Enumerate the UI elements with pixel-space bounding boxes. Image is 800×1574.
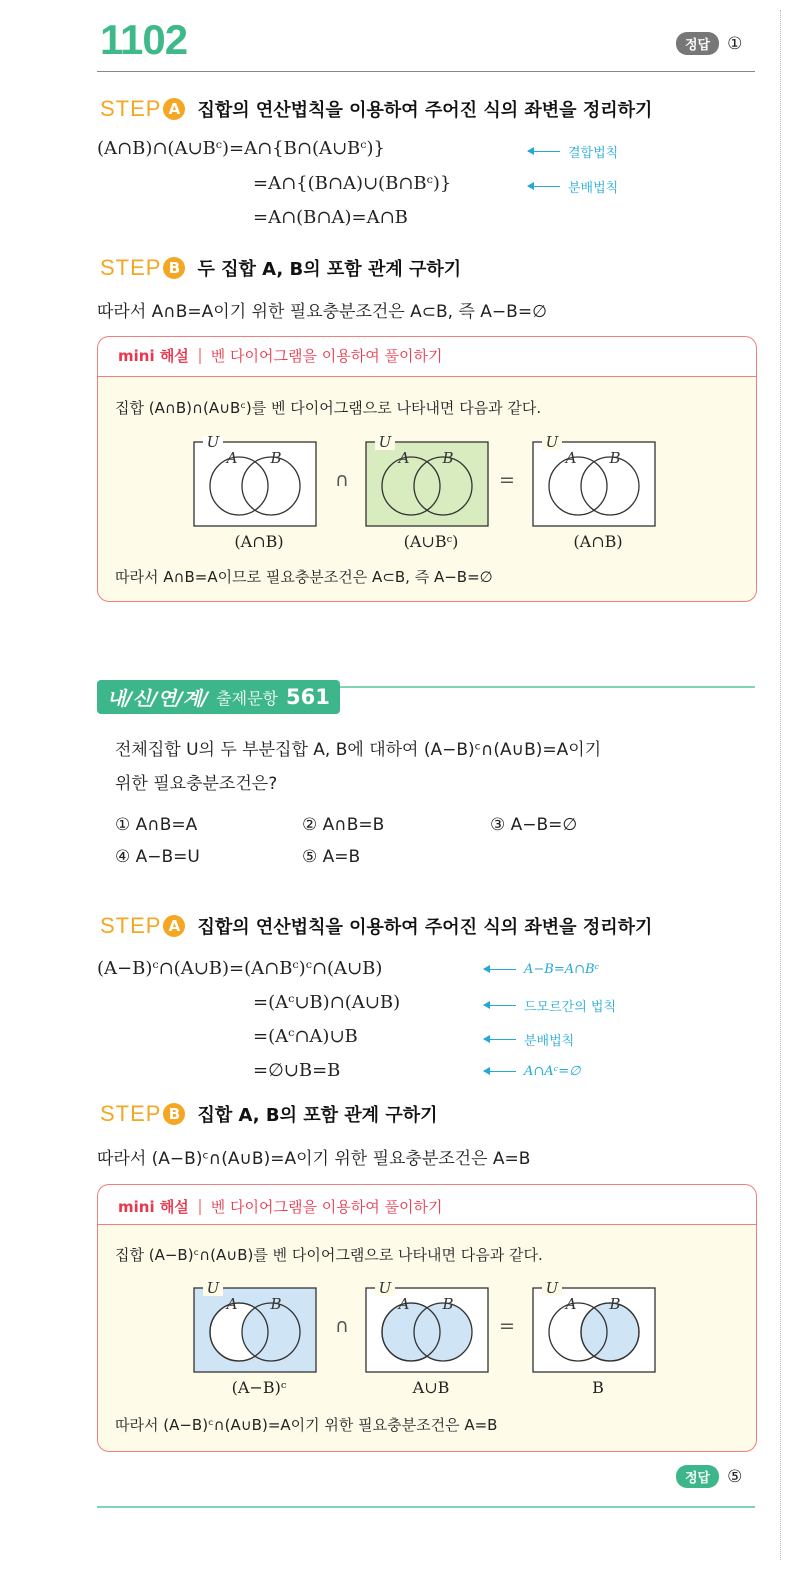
venn-diagram (194, 1279, 316, 1372)
venn-label-u: U (378, 433, 392, 451)
separator (199, 348, 201, 364)
venn-diagram (366, 1279, 488, 1372)
venn-caption: A∪B (412, 1378, 450, 1397)
venn-diagram (533, 433, 655, 526)
venn-diagram (194, 433, 316, 526)
rule-annotation (484, 1030, 574, 1049)
venn-caption: (A∩B) (573, 532, 623, 551)
step-letter-badge: B (163, 257, 185, 279)
mini-intro: 집합 (A−B)ᶜ∩(A∪B)를 벤 다이어그램으로 나타내면 다음과 같다. (115, 1246, 543, 1264)
rule-annotation-text: 분배법칙 (524, 1034, 575, 1049)
step-word: STEP (100, 913, 162, 938)
arrow-left-icon (484, 969, 516, 971)
problem-number: 1102 (100, 16, 188, 63)
venn-label-b: B (442, 1295, 454, 1313)
naesin-tab (97, 680, 340, 714)
answer-badge: 정답 (676, 32, 719, 55)
intersect-operator: ∩ (335, 1315, 349, 1337)
venn-label-b: B (609, 449, 621, 467)
naesin-tab-sublabel: 출제문항 (216, 688, 279, 708)
intersect-operator: ∩ (335, 469, 349, 491)
venn-label-b: B (609, 1295, 621, 1313)
step-word: STEP (100, 96, 162, 121)
step-letter-badge: A (163, 98, 185, 120)
answer-value: ① (727, 33, 743, 54)
rule-annotation-text: A−B=A∩Bᶜ (524, 962, 600, 977)
choice-4: ④ A−B=U (115, 847, 200, 867)
mini-label: mini 해설 (118, 347, 189, 365)
step-a-heading (100, 913, 652, 939)
rule-annotation-text: 드모르간의 법칙 (524, 1000, 617, 1015)
equation-line: =∅∪B=B (253, 1060, 341, 1081)
arrow-left-icon (484, 1071, 516, 1073)
venn-label-u: U (545, 433, 559, 451)
naesin-problem-number: 561 (286, 685, 330, 709)
step-word: STEP (100, 1101, 162, 1126)
step-b-heading (100, 1101, 438, 1127)
venn-label-a: A (565, 1295, 577, 1313)
header-divider (97, 71, 755, 72)
mini-title: 벤 다이어그램을 이용하여 풀이하기 (210, 347, 443, 365)
venn-caption: (A−B)ᶜ (231, 1378, 287, 1397)
equals-operator: = (499, 469, 515, 491)
venn-label-u: U (206, 433, 220, 451)
venn-diagram (366, 433, 488, 526)
question-text: 위한 필요충분조건은? (115, 774, 278, 794)
arrow-left-icon (528, 186, 560, 188)
step-word: STEP (100, 255, 162, 280)
venn-caption: (A∪Bᶜ) (403, 532, 459, 551)
rule-annotation (528, 177, 618, 196)
page-margin-line (780, 10, 781, 1560)
equation-line: (A∩B)∩(A∪Bᶜ)=A∩{B∩(A∪Bᶜ)} (97, 138, 385, 159)
step-letter-badge: A (163, 915, 185, 937)
step-letter-badge: B (163, 1103, 185, 1125)
rule-annotation-text: A∩Aᶜ=∅ (524, 1064, 581, 1079)
mini-title: 벤 다이어그램을 이용하여 풀이하기 (210, 1198, 443, 1216)
mini-header-content (118, 345, 442, 366)
venn-label-b: B (442, 449, 454, 467)
arrow-left-icon (484, 1005, 516, 1007)
rule-annotation (484, 1064, 580, 1079)
venn-diagram (533, 1279, 655, 1372)
venn-caption: (A∩B) (234, 532, 284, 551)
step-conclusion: 따라서 (A−B)ᶜ∩(A∪B)=A이기 위한 필요충분조건은 A=B (97, 1149, 531, 1169)
mini-conclusion: 따라서 A∩B=A이므로 필요충분조건은 A⊂B, 즉 A−B=∅ (115, 568, 493, 586)
venn-label-b: B (270, 1295, 282, 1313)
venn-caption: B (592, 1378, 604, 1397)
step-title: 집합의 연산법칙을 이용하여 주어진 식의 좌변을 정리하기 (197, 100, 653, 121)
step-title: 두 집합 A, B의 포함 관계 구하기 (197, 259, 462, 280)
venn-label-u: U (545, 1279, 559, 1297)
answer-value: ⑤ (727, 1466, 743, 1487)
venn-label-u: U (206, 1279, 220, 1297)
venn-label-a: A (565, 449, 577, 467)
answer-badge: 정답 (676, 1465, 719, 1488)
footer-divider (97, 1506, 755, 1508)
rule-annotation-text: 결합법칙 (568, 146, 619, 161)
choice-5: ⑤ A=B (302, 847, 361, 867)
mini-conclusion: 따라서 (A−B)ᶜ∩(A∪B)=A이기 위한 필요충분조건은 A=B (115, 1416, 498, 1434)
naesin-tab-label: 내/신/연/계/ (107, 687, 209, 710)
arrow-left-icon (484, 1039, 516, 1041)
step-a-heading (100, 96, 652, 122)
equals-operator: = (499, 1315, 515, 1337)
venn-label-u: U (378, 1279, 392, 1297)
mini-label: mini 해설 (118, 1198, 189, 1216)
mini-header-content (118, 1196, 442, 1217)
venn-label-a: A (226, 449, 238, 467)
arrow-left-icon (528, 151, 560, 153)
mini-intro: 집합 (A∩B)∩(A∪Bᶜ)를 벤 다이어그램으로 나타내면 다음과 같다. (115, 399, 542, 417)
rule-annotation (528, 142, 618, 161)
rule-annotation-text: 분배법칙 (568, 181, 619, 196)
rule-annotation (484, 996, 616, 1015)
question-text: 전체집합 U의 두 부분집합 A, B에 대하여 (A−B)ᶜ∩(A∪B)=A이기 (115, 740, 602, 760)
equation-line: (A−B)ᶜ∩(A∪B)=(A∩Bᶜ)ᶜ∩(A∪B) (97, 958, 383, 979)
equation-line: =A∩(B∩A)=A∩B (253, 207, 408, 228)
venn-label-a: A (398, 449, 410, 467)
separator (199, 1199, 201, 1215)
choice-3: ③ A−B=∅ (490, 815, 578, 835)
step-title: 집합의 연산법칙을 이용하여 주어진 식의 좌변을 정리하기 (197, 917, 653, 938)
venn-label-a: A (398, 1295, 410, 1313)
step-title: 집합 A, B의 포함 관계 구하기 (197, 1105, 438, 1126)
answer-indicator (676, 32, 742, 55)
equation-line: =(Aᶜ∪B)∩(A∪B) (253, 992, 401, 1013)
choice-1: ① A∩B=A (115, 815, 198, 835)
equation-line: =A∩{(B∩A)∪(B∩Bᶜ)} (253, 173, 452, 194)
step-b-heading (100, 255, 461, 281)
equation-line: =(Aᶜ∩A)∪B (253, 1026, 358, 1047)
final-answer-indicator (676, 1465, 742, 1488)
venn-label-a: A (226, 1295, 238, 1313)
choice-2: ② A∩B=B (302, 815, 385, 835)
venn-label-b: B (270, 449, 282, 467)
step-conclusion: 따라서 A∩B=A이기 위한 필요충분조건은 A⊂B, 즉 A−B=∅ (97, 302, 547, 322)
rule-annotation (484, 962, 599, 977)
